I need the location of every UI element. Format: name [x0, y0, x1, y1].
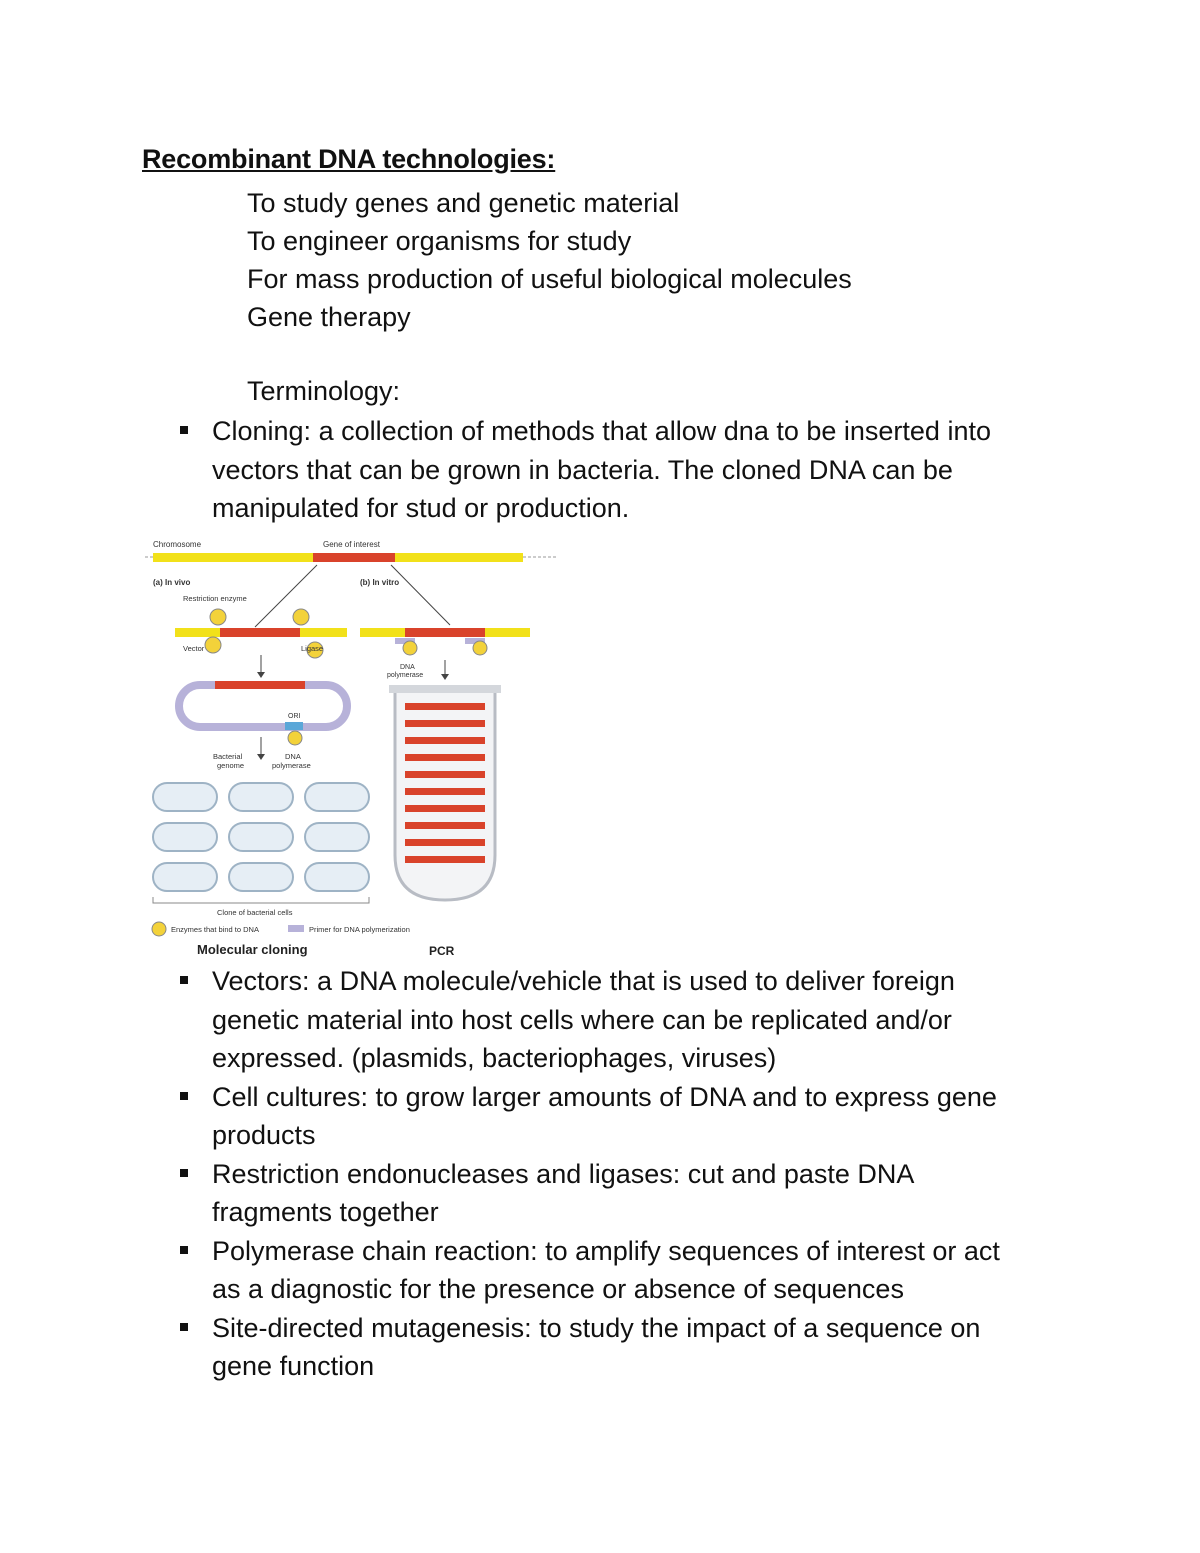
tube-rim — [389, 685, 501, 693]
enzyme-icon — [205, 637, 221, 653]
restriction-enzyme-label: Restriction enzyme — [183, 594, 247, 603]
legend-primer-icon — [288, 925, 304, 932]
bacterial-cell — [153, 823, 217, 851]
pcr-target-segment — [405, 628, 485, 637]
amplified-dna-strand — [405, 856, 485, 863]
bacterial-cell — [229, 783, 293, 811]
square-bullet-icon — [180, 1092, 188, 1100]
clone-bracket — [153, 897, 369, 903]
bacterial-cell — [305, 863, 369, 891]
terminology-list-bottom — [178, 962, 1078, 1386]
bullet-line: genetic material into host cells where can be replicated and/or — [212, 1004, 952, 1035]
legend-primer-label: Primer for DNA polymerization — [309, 925, 410, 934]
legend-enzymes-label: Enzymes that bind to DNA — [171, 925, 259, 934]
polymerase-icon — [473, 641, 487, 655]
bullet-item-restriction-enzymes — [178, 1155, 1078, 1232]
square-bullet-icon — [180, 1323, 188, 1331]
dna-polymerase-icon — [288, 731, 302, 745]
gene-segment — [313, 553, 395, 562]
amplified-dna-strand — [405, 788, 485, 795]
pcr-dna-polymerase-label-1: DNA — [400, 664, 415, 671]
amplified-dna-strand — [405, 720, 485, 727]
polymerase-icon — [403, 641, 417, 655]
amplified-dna-strand — [405, 703, 485, 710]
square-bullet-icon — [180, 1246, 188, 1254]
amplified-dna-strand — [405, 839, 485, 846]
bacterial-cell — [305, 823, 369, 851]
bacterial-cell — [153, 863, 217, 891]
bullet-line: as a diagnostic for the presence or absence of sequences — [212, 1274, 904, 1304]
dna-polymerase-label-1: DNA — [285, 752, 301, 761]
amplified-dna-strand — [405, 805, 485, 812]
dna-polymerase-label-2: polymerase — [272, 761, 311, 770]
bacterial-cell — [229, 823, 293, 851]
pcr-dna-polymerase-label-2: polymerase — [387, 672, 424, 679]
bullet-line: vectors that can be grown in bacteria. The cloned DNA can be — [212, 454, 953, 485]
restriction-enzyme-icon — [293, 609, 309, 625]
terminology-list-top — [178, 412, 1078, 528]
bullet-item-cell-cultures — [178, 1078, 1078, 1155]
arrow-head — [441, 674, 449, 680]
use-item: For mass production of useful biological molecules — [247, 264, 852, 294]
amplified-dna-strand — [405, 822, 485, 829]
square-bullet-icon — [180, 976, 188, 984]
uses-list — [247, 184, 852, 336]
insert-segment — [220, 628, 300, 637]
use-item: To study genes and genetic material — [247, 188, 680, 218]
bullet-line: products — [212, 1120, 316, 1150]
arrow-head — [257, 672, 265, 678]
arrow-head — [257, 754, 265, 760]
ori-segment — [285, 722, 303, 730]
bacterial-cell — [153, 783, 217, 811]
vector-label: Vector — [183, 644, 205, 653]
in-vivo-label: (a) In vivo — [153, 578, 191, 587]
square-bullet-icon — [180, 1169, 188, 1177]
bullet-line: expressed. (plasmids, bacteriophages, viruses) — [212, 1043, 777, 1073]
in-vitro-label: (b) In vitro — [360, 578, 400, 587]
clone-label: Clone of bacterial cells — [217, 908, 293, 917]
bullet-line: Site-directed mutagenesis: to study the impact of a sequence on — [212, 1312, 981, 1343]
terminology-heading: Terminology: — [247, 376, 401, 406]
bullet-item-pcr — [178, 1232, 1078, 1309]
bullet-line: manipulated for stud or production. — [212, 493, 630, 523]
amplified-dna-strand — [405, 737, 485, 744]
bacterial-genome-label-1: Bacterial — [213, 752, 243, 761]
arrow-to-in-vitro — [391, 565, 450, 625]
bullet-item-vectors — [178, 962, 1078, 1078]
caption-pcr: PCR — [429, 944, 455, 958]
caption-molecular-cloning: Molecular cloning — [197, 942, 308, 957]
bullet-item-mutagenesis — [178, 1309, 1078, 1386]
bacterial-cell-grid — [153, 783, 369, 891]
cloning-pcr-figure — [145, 525, 570, 965]
bacterial-cell — [305, 783, 369, 811]
plasmid-insert — [215, 681, 305, 689]
square-bullet-icon — [180, 426, 188, 434]
bullet-line: Polymerase chain reaction: to amplify sequences of interest or act — [212, 1235, 1000, 1266]
use-item: To engineer organisms for study — [247, 226, 632, 256]
ligase-label: Ligase — [301, 644, 324, 653]
bacterial-genome-label-2: genome — [217, 761, 245, 770]
chromosome-label: Chromosome — [153, 540, 202, 549]
bullet-line: Cell cultures: to grow larger amounts of DNA and to express gene — [212, 1081, 997, 1112]
ori-label: ORI — [288, 713, 301, 720]
amplified-dna-strand — [405, 771, 485, 778]
bullet-line: gene function — [212, 1351, 375, 1381]
plasmid-ring — [179, 685, 347, 727]
bacterial-cell — [229, 863, 293, 891]
page-title: Recombinant DNA technologies: — [142, 144, 556, 174]
bullet-line: fragments together — [212, 1197, 439, 1227]
bullet-line: Vectors: a DNA molecule/vehicle that is used to deliver foreign — [212, 966, 955, 996]
gene-of-interest-label: Gene of interest — [323, 540, 380, 549]
bullet-item-cloning — [178, 412, 1078, 528]
use-item: Gene therapy — [247, 302, 411, 332]
bullet-line: Restriction endonucleases and ligases: cut and paste DNA — [212, 1158, 915, 1189]
bullet-line: Cloning: a collection of methods that allow dna to be inserted into — [212, 416, 991, 446]
restriction-enzyme-icon — [210, 609, 226, 625]
amplified-dna-strand — [405, 754, 485, 761]
legend-enzyme-icon — [152, 922, 166, 936]
